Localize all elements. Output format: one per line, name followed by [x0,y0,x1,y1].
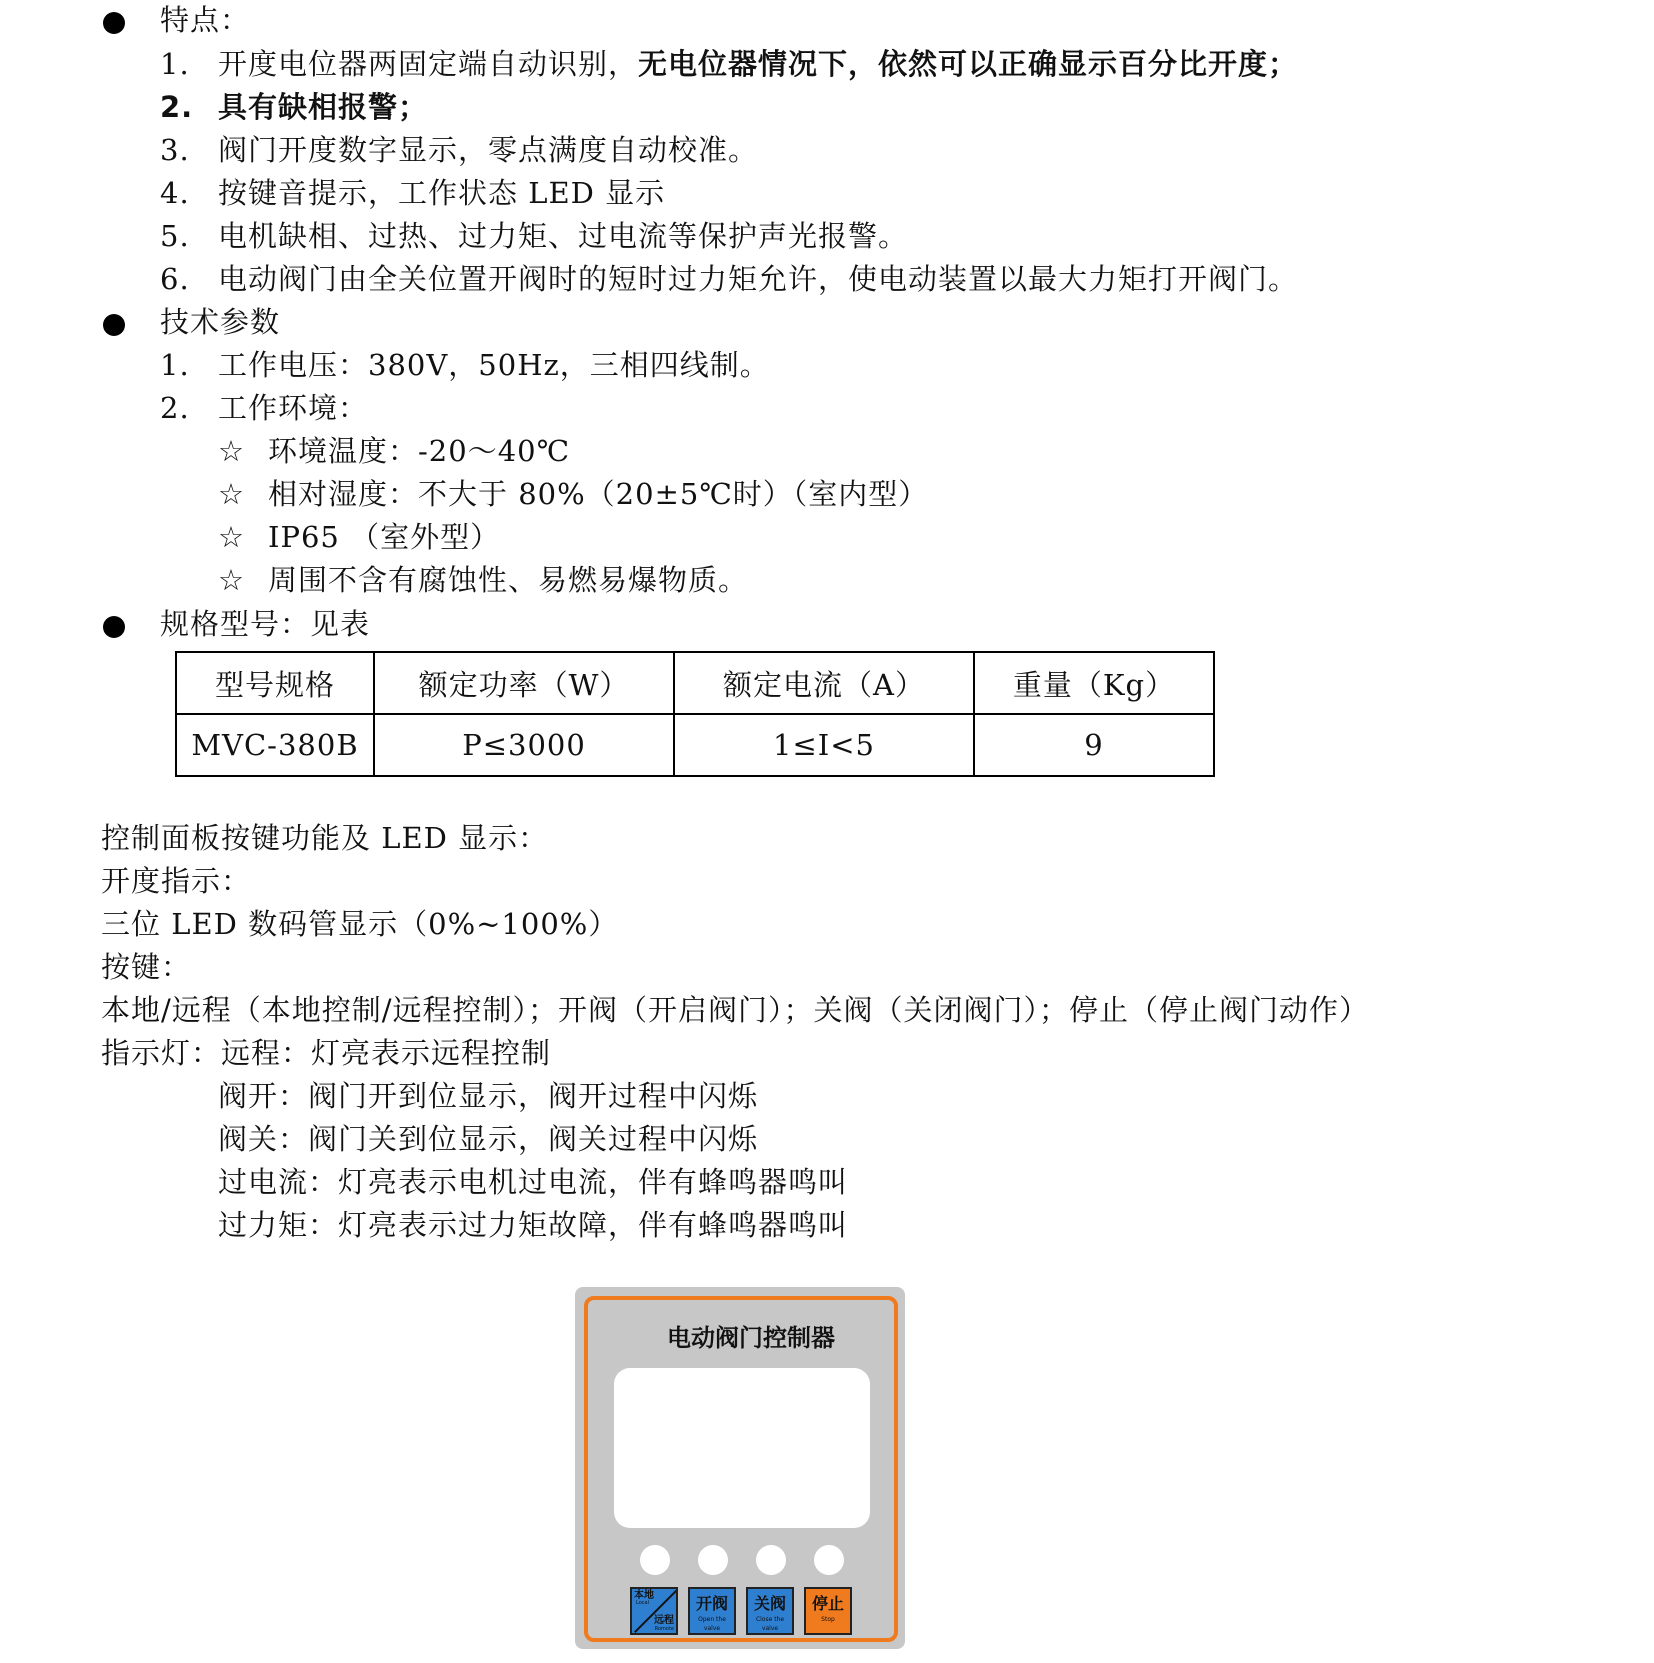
indicator-line-2: 阀关：阀门关到位显示，阀关过程中闪烁 [218,1122,759,1156]
table-row [176,714,1214,776]
local-remote-button[interactable] [630,1587,678,1635]
feature-text: 电机缺相、过热、过力矩、过电流等保护声光报警。 [218,219,909,253]
panel-title: 电动阀门控制器 [667,1324,835,1352]
local-label: 本地 [634,1590,654,1601]
env-item-2 [218,476,928,512]
tech-num: 1. [160,348,190,382]
feature-text: 开度电位器两固定端自动识别， [218,47,639,81]
tech-item-2 [160,390,368,426]
indicator-led-4 [814,1545,844,1575]
tech-heading: 技术参数 [160,305,281,339]
indicator-led-2 [698,1545,728,1575]
tech-item-1 [160,347,770,383]
control-line-3: 三位 LED 数码管显示（0%~100%） [101,907,619,941]
local-en-label: Local [636,1600,649,1606]
stop-label: 停止 [811,1594,844,1613]
feature-text: 按键音提示，工作状态 LED 显示 [218,176,666,210]
table-cell: MVC-380B [176,714,374,776]
feature-num: 4. [160,176,190,210]
table-cell: P≤3000 [374,714,674,776]
star-icon: ☆ [218,563,245,597]
control-line-2: 开度指示： [101,864,252,898]
spec-table [175,651,1215,777]
feature-num: 2. [160,90,194,124]
feature-bold-text: 具有缺相报警； [218,90,429,124]
table-header-cell: 额定电流（A） [674,652,974,714]
open-en-label: Open the valve [698,1616,726,1632]
panel-frame [584,1296,898,1642]
feature-item-2 [160,89,428,125]
close-valve-button[interactable] [746,1587,794,1635]
remote-en-label: Romote [654,1626,674,1632]
tech-text: 工作环境： [218,391,369,425]
env-item-1 [218,433,570,469]
remote-label: 远程 [654,1615,674,1626]
star-icon: ☆ [218,477,245,511]
table-cell: 9 [974,714,1214,776]
indicator-line-4: 过力矩：灯亮表示过力矩故障，伴有蜂鸣器鸣叫 [218,1208,849,1242]
control-line-5: 本地/远程（本地控制/远程控制）；开阀（开启阀门）；关阀（关闭阀门）；停止（停止阀门动作） [101,993,1370,1027]
star-icon: ☆ [218,520,245,554]
feature-num: 1. [160,47,190,81]
tech-num: 2. [160,391,190,425]
close-en-label: Close the valve [755,1616,785,1632]
feature-item-6 [160,261,1298,297]
bullet-icon [103,616,125,638]
tech-text: 工作电压：380V，50Hz，三相四线制。 [218,348,770,382]
table-header-cell: 重量（Kg） [974,652,1214,714]
feature-text: 阀门开度数字显示，零点满度自动校准。 [218,133,759,167]
control-line-1: 控制面板按键功能及 LED 显示： [101,821,549,855]
feature-item-3 [160,132,758,168]
feature-num: 3. [160,133,190,167]
table-header-cell: 型号规格 [176,652,374,714]
table-cell: 1≤I<5 [674,714,974,776]
stop-en-label: Stop [821,1616,835,1623]
bullet-icon [103,12,125,34]
indicator-led-3 [756,1545,786,1575]
stop-button[interactable] [804,1587,852,1635]
close-label: 关阀 [753,1594,786,1613]
feature-bold-text: 无电位器情况下，依然可以正确显示百分比开度； [638,47,1299,81]
led-display [614,1368,870,1528]
env-text: IP65 （室外型） [268,520,501,554]
feature-item-1 [160,46,1298,82]
indicator-line-3: 过电流：灯亮表示电机过电流，伴有蜂鸣器鸣叫 [218,1165,849,1199]
control-panel [575,1287,905,1649]
table-header-cell: 额定功率（W） [374,652,674,714]
features-heading: 特点： [160,3,251,37]
feature-item-5 [160,218,908,254]
feature-text: 电动阀门由全关位置开阀时的短时过力矩允许，使电动装置以最大力矩打开阀门。 [218,262,1299,296]
feature-item-4 [160,175,665,211]
star-icon: ☆ [218,434,245,468]
table-header-row [176,652,1214,714]
open-valve-button[interactable] [688,1587,736,1635]
env-text: 周围不含有腐蚀性、易燃易爆物质。 [268,563,749,597]
spec-heading: 规格型号：见表 [160,607,371,641]
open-label: 开阀 [695,1594,728,1613]
env-item-3 [218,519,500,555]
feature-num: 6. [160,262,190,296]
control-line-6: 指示灯：远程：灯亮表示远程控制 [101,1036,552,1070]
env-text: 环境温度：-20～40℃ [268,434,571,468]
control-line-4: 按键： [101,950,192,984]
env-item-4 [218,562,748,598]
indicator-led-1 [640,1545,670,1575]
indicator-line-1: 阀开：阀门开到位显示，阀开过程中闪烁 [218,1079,759,1113]
feature-num: 5. [160,219,190,253]
env-text: 相对湿度：不大于 80%（20±5℃时）（室内型） [268,477,929,511]
bullet-icon [103,314,125,336]
